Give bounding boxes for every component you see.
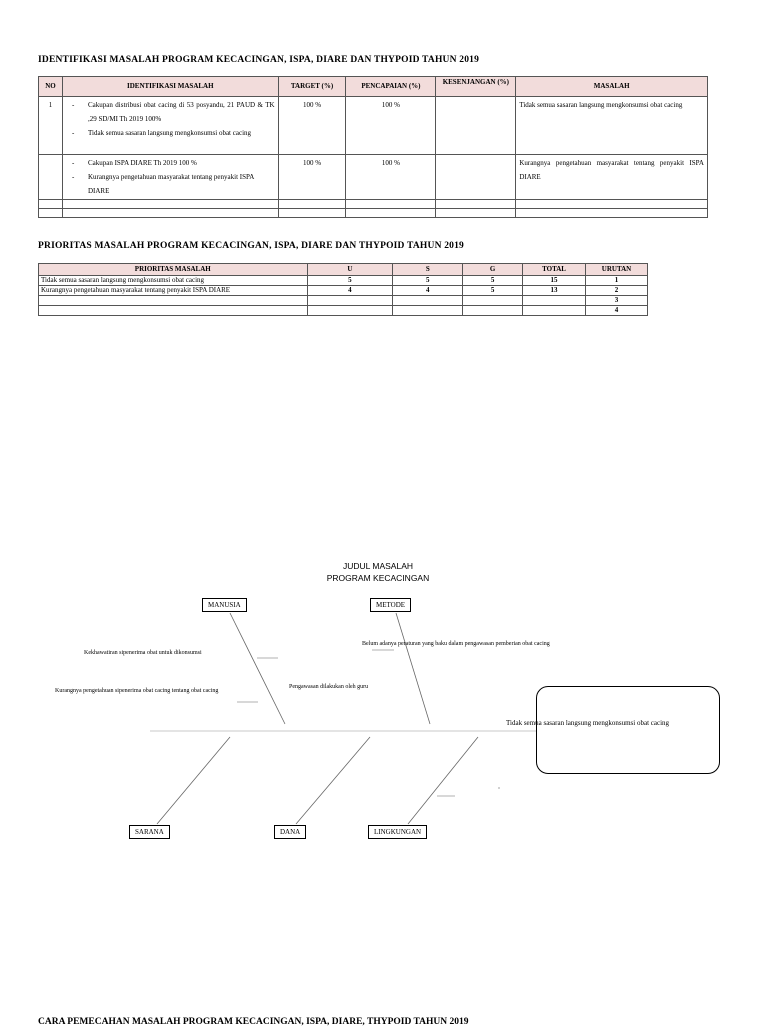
pencapaian-cell: 100 %	[346, 155, 436, 200]
fishbone-head	[536, 686, 720, 774]
total-cell: 13	[523, 286, 586, 296]
header-identifikasi: IDENTIFIKASI MASALAH	[62, 77, 278, 97]
urutan-cell: 1	[586, 276, 648, 286]
header-kesenjangan: KESENJANGAN (%)	[436, 77, 516, 97]
category-metode: METODE	[370, 598, 411, 612]
pencapaian-cell: 100 %	[346, 97, 436, 155]
list-item: - Cakupan ISPA DIARE Th 2019 100 %	[66, 156, 275, 170]
identification-title: IDENTIFIKASI MASALAH PROGRAM KECACINGAN, ISPA, DIARE DAN THYPOID TAHUN 2019	[38, 55, 480, 65]
cause-label: Pengawasan dilakukan oleh guru	[289, 684, 369, 690]
masalah-cell: Tidak semua sasaran langsung mengkonsumsi obat cacing	[516, 97, 708, 155]
list-item: - Cakupan distribusi obat cacing di 53 posyandu, 21 PAUD & TK ,29 SD/MI Th 2019 100%	[66, 98, 275, 126]
diagram-title-line2: PROGRAM KECACINGAN	[326, 573, 430, 583]
target-cell: 100 %	[278, 155, 346, 200]
category-lingkungan: LINGKUNGAN	[368, 825, 427, 839]
s-cell: 4	[393, 286, 463, 296]
header-prioritas: PRIORITAS MASALAH	[39, 264, 308, 276]
urutan-cell: 4	[586, 306, 648, 316]
target-cell: 100 %	[278, 97, 346, 155]
header-u: U	[307, 264, 393, 276]
list-item: - Tidak semua sasaran langsung mengkonsumsi obat cacing	[66, 126, 275, 140]
solution-title: CARA PEMECAHAN MASALAH PROGRAM KECACINGAN, ISPA, DIARE, THYPOID TAHUN 2019	[38, 1017, 469, 1027]
category-sarana: SARANA	[129, 825, 170, 839]
prioritas-cell: Kurangnya pengetahuan masyarakat tentang penyakit ISPA DIARE	[39, 286, 308, 296]
bone-metode	[396, 613, 430, 724]
prioritas-cell: Tidak semua sasaran langsung mengkonsumsi obat cacing	[39, 276, 308, 286]
diagram-title-line1: JUDUL MASALAH	[342, 561, 414, 571]
header-total: TOTAL	[523, 264, 586, 276]
header-g: G	[463, 264, 523, 276]
row-no: 1	[39, 97, 63, 155]
total-cell: 15	[523, 276, 586, 286]
masalah-cell: Kurangnya pengetahuan masyarakat tentang penyakit ISPA DIARE	[516, 155, 708, 200]
cause-label: Belum adanya peraturan yang baku dalam pengawasan pemberian obat cacing	[362, 641, 550, 647]
bone-lingkungan	[408, 737, 478, 824]
bone-dana	[296, 737, 370, 824]
g-cell: 5	[463, 276, 523, 286]
cause-label: Kekhawatiran sipenerima obat untuk dikonsumsi	[84, 650, 202, 656]
effect-label: Tidak semua sasaran langsung mengkonsumsi obat cacing	[506, 719, 670, 727]
header-s: S	[393, 264, 463, 276]
cause-label: Kurangnya pengetahuan sipenerima obat cacing tentang obat cacing	[55, 688, 219, 694]
header-pencapaian: PENCAPAIAN (%)	[346, 77, 436, 97]
priority-title: PRIORITAS MASALAH PROGRAM KECACINGAN, ISPA, DIARE DAN THYPOID TAHUN 2019	[38, 241, 465, 251]
header-no: NO	[39, 77, 63, 97]
category-manusia: MANUSIA	[202, 598, 247, 612]
g-cell: 5	[463, 286, 523, 296]
bone-manusia	[230, 613, 285, 724]
u-cell: 5	[307, 276, 393, 286]
header-urutan: URUTAN	[586, 264, 648, 276]
header-masalah: MASALAH	[516, 77, 708, 97]
u-cell: 4	[307, 286, 393, 296]
s-cell: 5	[393, 276, 463, 286]
urutan-cell: 3	[586, 296, 648, 306]
category-dana: DANA	[274, 825, 306, 839]
urutan-cell: 2	[586, 286, 648, 296]
list-item: - Kurangnya pengetahuan masyarakat tentang penyakit ISPA DIARE	[66, 170, 275, 198]
bone-sarana	[157, 737, 230, 824]
header-target: TARGET (%)	[278, 77, 346, 97]
